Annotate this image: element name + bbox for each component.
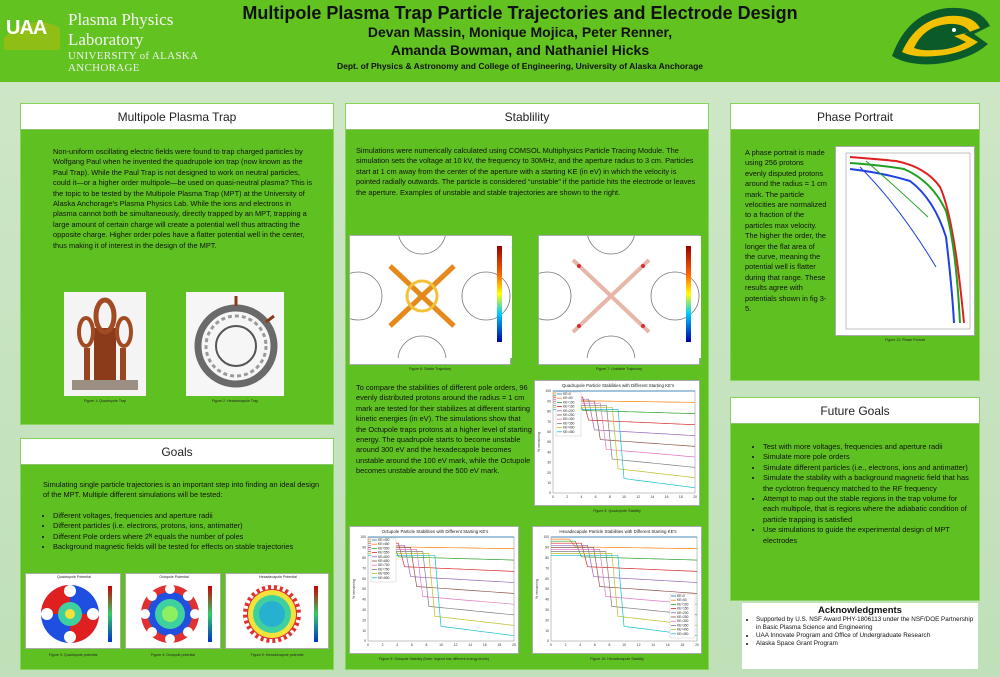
legend-label: KE=150 [677, 606, 689, 611]
legend-label: KE=300 [677, 619, 689, 624]
y-tick-label: 30 [547, 460, 551, 465]
goals-item: • Background magnetic fields will be tested for effects on stable trajectories [53, 542, 323, 552]
fig8-caption: Figure 8: Quadrupole Stability [593, 509, 641, 513]
x-tick-label: 6 [594, 495, 597, 499]
y-tick-label: 50 [362, 587, 366, 592]
ack-title: Acknowledgments [818, 605, 902, 616]
legend-label: KE=350 [677, 623, 689, 628]
legend-label: KE=100 [677, 602, 689, 607]
y-tick-label: 50 [545, 587, 549, 592]
y-tick-label: 0 [547, 639, 549, 644]
panel-title-multipole: Multipole Plasma Trap [21, 104, 333, 130]
quadrupole-trap-photo [64, 292, 146, 396]
goals-item: • Different Pole orders where 2ᴺ equals the number of poles [53, 532, 323, 542]
y-tick-label: 60 [545, 576, 549, 581]
quadrupole-stability-chart [534, 380, 700, 506]
x-tick-label: 8 [425, 643, 428, 647]
panel-title-goals: Goals [21, 439, 333, 465]
stable-trajectory-plot [349, 235, 511, 365]
y-tick-label: 10 [545, 628, 549, 633]
hexadecapole-stability-chart [532, 526, 702, 654]
future-item: • Use simulations to guide the experimental design of MPT electrodes [763, 525, 975, 546]
legend-label: KE=400 [563, 425, 575, 430]
y-tick-label: 10 [547, 481, 551, 485]
department: Dept. of Physics & Astronomy and College of Engineering, University of Alaska Anchorage [336, 61, 704, 71]
ack-item: • Supported by U.S. NSF Award PHY-1806113 under the NSF/DOE Partnership in Basic Plasma Science and Engineering [756, 616, 978, 632]
x-tick-label: 20 [693, 495, 697, 499]
legend-label: KE=450 [677, 631, 689, 636]
poster-title: Multipole Plasma Trap Particle Trajectories and Electrode Design [242, 3, 798, 23]
phase-body: A phase portrait is made using 256 protons evenly disputed protons around the radius = 1 cm mark. The particle velocities are normalized to a fraction of the particles max velocity. The higher the order, the longer the flat area of the curve, meaning the potential well is flatter during that range. These results agree with potentials shown in fig 3-5. [745, 148, 827, 314]
y-tick-label: 0 [549, 491, 551, 496]
panel-title-future: Future Goals [731, 398, 979, 424]
fig9-caption: Figure 9: Octupole Stability (Note: legend has different energy levels) [379, 657, 489, 661]
x-tick-label: 2 [566, 495, 569, 499]
legend-label: KE=200 [677, 610, 689, 615]
x-tick-label: 20 [695, 643, 699, 647]
panel-phase-portrait [730, 103, 980, 381]
future-item: • Simulate the stability with a background magnetic field that has the cyclotron frequency matched to the RF frequency [763, 473, 975, 494]
legend-label: KE=600 [378, 554, 390, 559]
legend-label: KE=300 [563, 417, 575, 422]
panel-multipole [20, 103, 334, 425]
hex-chart-svg [533, 533, 703, 653]
y-tick-label: 70 [545, 566, 549, 571]
seawolf-logo-icon [888, 4, 994, 70]
authors-line2: Amanda Bowman, and Nathaniel Hicks [390, 42, 650, 58]
x-tick-label: 8 [608, 643, 611, 647]
y-tick-label: 70 [547, 419, 551, 424]
legend-label: KE=50 [677, 598, 687, 603]
x-tick-label: 18 [497, 643, 502, 647]
fig5-caption: Figure 5: Hexadecapole potential [250, 653, 304, 657]
legend-label: KE=250 [677, 615, 689, 619]
uaa-lab-logo [4, 8, 244, 74]
plot-title: Quadrupole Potential [57, 575, 91, 579]
goals-list [43, 511, 323, 553]
y-tick-label: 70 [362, 566, 366, 571]
future-item: • Simulate different particles (i.e., electrons, ions and antimatter) [763, 463, 975, 473]
y-axis-label: % remaining [535, 579, 539, 599]
legend-label: KE=0 [563, 392, 571, 396]
quad-chart-svg [535, 387, 701, 505]
quadrupole-potential-plot [25, 573, 121, 649]
fig1-caption: Figure 1: Quadrupole Trap [83, 399, 127, 403]
x-tick-label: 18 [680, 643, 685, 647]
legend-label: KE=800 [378, 571, 390, 576]
octupole-stability-chart [349, 526, 519, 654]
legend-label: KE=400 [378, 538, 390, 542]
fig10-caption: Figure 10: Hexadecapole Stability [590, 657, 644, 661]
y-tick-label: 100 [360, 535, 366, 540]
oct-chart-svg [350, 533, 520, 653]
x-tick-label: 2 [564, 643, 567, 647]
goals-intro: Simulating single particle trajectories is an important step into finding an ideal design of the MPT. Multiple different simulations will be tested: [43, 480, 320, 500]
x-tick-label: 0 [552, 495, 554, 499]
stability-compare-text: To compare the stabilities of different pole orders, 96 evenly distributed protons around the radius = 1 cm mark are tested for their stabilizes at different starting kinetic energies (in eV). The simulations show that the Octupole traps protons at a higher level of starting energy. The quadrupole starts to become unstable around 300 eV and the hexadecapole becomes unstable around the 100 eV mark, while the Octupole becomes unstable around the 500 eV mark. [356, 383, 532, 476]
y-tick-label: 80 [362, 556, 366, 560]
legend-label: KE=750 [378, 567, 390, 572]
legend-label: KE=250 [563, 413, 575, 417]
fig3-caption: Figure 3: Quadrupole potential [48, 653, 98, 657]
y-tick-label: 30 [362, 608, 366, 612]
y-tick-label: 80 [547, 409, 551, 414]
x-tick-label: 16 [665, 643, 670, 647]
lab-name-line2: Laboratory [68, 30, 144, 49]
hexadecapole-potential-plot [225, 573, 329, 649]
x-tick-label: 0 [550, 643, 552, 647]
fig4-caption: Figure 4: Octupole potential [150, 653, 196, 657]
y-tick-label: 20 [545, 618, 549, 623]
fig7-caption: Figure 7: Unstable Trajectory [595, 367, 643, 371]
future-item: • Test with more voltages, frequencies and aperture radii [763, 442, 975, 452]
university-name: UNIVERSITY of ALASKA ANCHORAGE [68, 50, 198, 74]
stability-intro: Simulations were numerically calculated using COMSOL Multiphysics Particle Tracing Module. The simulation sets the voltage at 10 kV, the frequency to 30MHz, and the aperture radius to 3 cm. Particles start at 1 cm away from the center of the aperture with a starting KE (in eV) in which the velocity is pointed radially outwards. The particle is considered “unstable” if the particle hits the electrode or leaves the aperture. Examples of unstable and stable trajectories are shown to the right. [356, 146, 696, 197]
legend-label: KE=700 [378, 563, 390, 568]
goals-item: • Different particles (i.e. electrons, protons, ions, antimatter) [53, 521, 323, 531]
fig6-caption: Figure 6: Stable Trajectory [408, 367, 452, 371]
x-tick-label: 10 [622, 643, 626, 647]
chart-title: Hexadecapole Particle Stabilities with Different Starting KE's [559, 529, 677, 534]
x-tick-label: 0 [367, 643, 369, 647]
octupole-potential-plot [125, 573, 221, 649]
uaa-logo-text: UAA [6, 17, 47, 39]
y-tick-label: 50 [547, 440, 551, 445]
legend-label: KE=150 [563, 404, 575, 409]
legend-label: KE=650 [378, 559, 390, 563]
ack-item: • UAA Innovate Program and Office of Undergraduate Research [756, 632, 978, 640]
x-tick-label: 6 [593, 643, 596, 647]
legend-label: KE=550 [378, 550, 390, 555]
x-tick-label: 12 [636, 643, 641, 647]
legend-label: KE=200 [563, 408, 575, 413]
legend-label: KE=400 [677, 627, 689, 632]
x-tick-label: 16 [664, 495, 669, 499]
x-tick-label: 4 [579, 643, 582, 647]
y-tick-label: 40 [547, 450, 551, 455]
multipole-body: Non-uniform oscillating electric fields were found to trap charged particles by Wolfgang Paul when he invented the quadrupole ion trap (now known as the Paul Trap). While the Paul Trap is not designed to work on neutral particles, could it—or a higher order multipole—be used on quasi-neutral plasma? This is the topic to be tested by the Multipole Plasma Trap (MPT) at the University of Alaska Anchorage's Plasma Physics Lab. While the ions and electrons in plasma cannot both be simultaneously, directly trapped by an MPT, trapping a large amount of certain charge will create a potential well thus attracting the opposite charge. Higher order poles have a flatter potential well in the center, thus making it of interest in the design of the MPT. [53, 147, 313, 250]
legend-label: KE=0 [677, 594, 685, 598]
x-tick-label: 10 [439, 643, 443, 647]
y-tick-label: 100 [545, 389, 551, 394]
x-tick-label: 4 [396, 643, 399, 647]
x-tick-label: 14 [650, 495, 655, 499]
legend-label: KE=350 [563, 421, 575, 426]
x-tick-label: 2 [381, 643, 384, 647]
y-tick-label: 90 [362, 545, 366, 550]
ack-item: • Alaska Space Grant Program [756, 640, 978, 648]
x-tick-label: 20 [512, 643, 516, 647]
poster-header [0, 0, 1000, 82]
y-tick-label: 0 [364, 639, 366, 644]
authors-line1: Devan Massin, Monique Mojica, Peter Renner, [367, 24, 673, 40]
legend-label: KE=450 [563, 429, 575, 434]
legend-label: KE=500 [378, 546, 390, 551]
future-item: • Attempt to map out the stable regions in the trap volume for each multipole, that is regions where the adiabatic condition of particle trapping is satisfied [763, 494, 975, 525]
chart-title: Octupole Particle Stabilities with Different Starting KE's [381, 529, 489, 534]
x-tick-label: 4 [580, 495, 583, 499]
panel-future-goals [730, 397, 980, 601]
legend-label: KE=850 [378, 575, 390, 580]
y-tick-label: 40 [545, 597, 549, 602]
y-tick-label: 10 [362, 628, 366, 633]
x-tick-label: 18 [678, 495, 683, 499]
x-tick-label: 12 [453, 643, 458, 647]
y-tick-label: 90 [545, 545, 549, 550]
acknowledgments-box [742, 603, 978, 669]
x-tick-label: 12 [636, 495, 641, 499]
legend-label: KE=100 [563, 400, 575, 405]
x-tick-label: 14 [468, 643, 473, 647]
future-item: • Simulate more pole orders [763, 452, 975, 462]
y-tick-label: 30 [545, 608, 549, 612]
y-tick-label: 90 [547, 399, 551, 404]
y-tick-label: 60 [362, 576, 366, 581]
y-tick-label: 60 [547, 430, 551, 434]
lab-name-line1: Plasma Physics [68, 10, 174, 29]
legend-label: KE=50 [563, 396, 573, 401]
fig11-caption: Figure 11: Phase Portrait [885, 338, 925, 342]
y-tick-label: 40 [362, 597, 366, 602]
unstable-trajectory-plot [538, 235, 700, 365]
y-tick-label: 100 [543, 535, 549, 540]
panel-title-stability: Stablility [346, 104, 708, 130]
x-tick-label: 16 [482, 643, 487, 647]
y-tick-label: 20 [362, 618, 366, 623]
plot-title: Octupole Potential [159, 575, 189, 579]
legend-label: KE=450 [378, 542, 390, 547]
y-tick-label: 80 [545, 556, 549, 560]
x-tick-label: 8 [608, 495, 611, 499]
future-goals-list [753, 442, 975, 546]
x-tick-label: 14 [651, 643, 656, 647]
panel-goals [20, 438, 334, 670]
plot-title: Hexadecapole Potential [259, 575, 297, 579]
y-axis-label: % remaining [352, 579, 356, 599]
hexadecapole-trap-photo [186, 292, 284, 396]
phase-portrait-plot [835, 146, 975, 336]
x-tick-label: 10 [622, 495, 626, 499]
chart-title: Quadrupole Particle Stabilities with Different Starting KE's [561, 383, 675, 388]
y-tick-label: 20 [547, 470, 551, 475]
x-tick-label: 6 [410, 643, 413, 647]
panel-title-phase: Phase Portrait [731, 104, 979, 130]
y-axis-label: % remaining [537, 432, 541, 452]
goals-item: • Different voltages, frequencies and aperture radii [53, 511, 323, 521]
panel-stability [345, 103, 709, 670]
fig2-caption: Figure 2: Hexadecapole Trap [211, 399, 259, 403]
